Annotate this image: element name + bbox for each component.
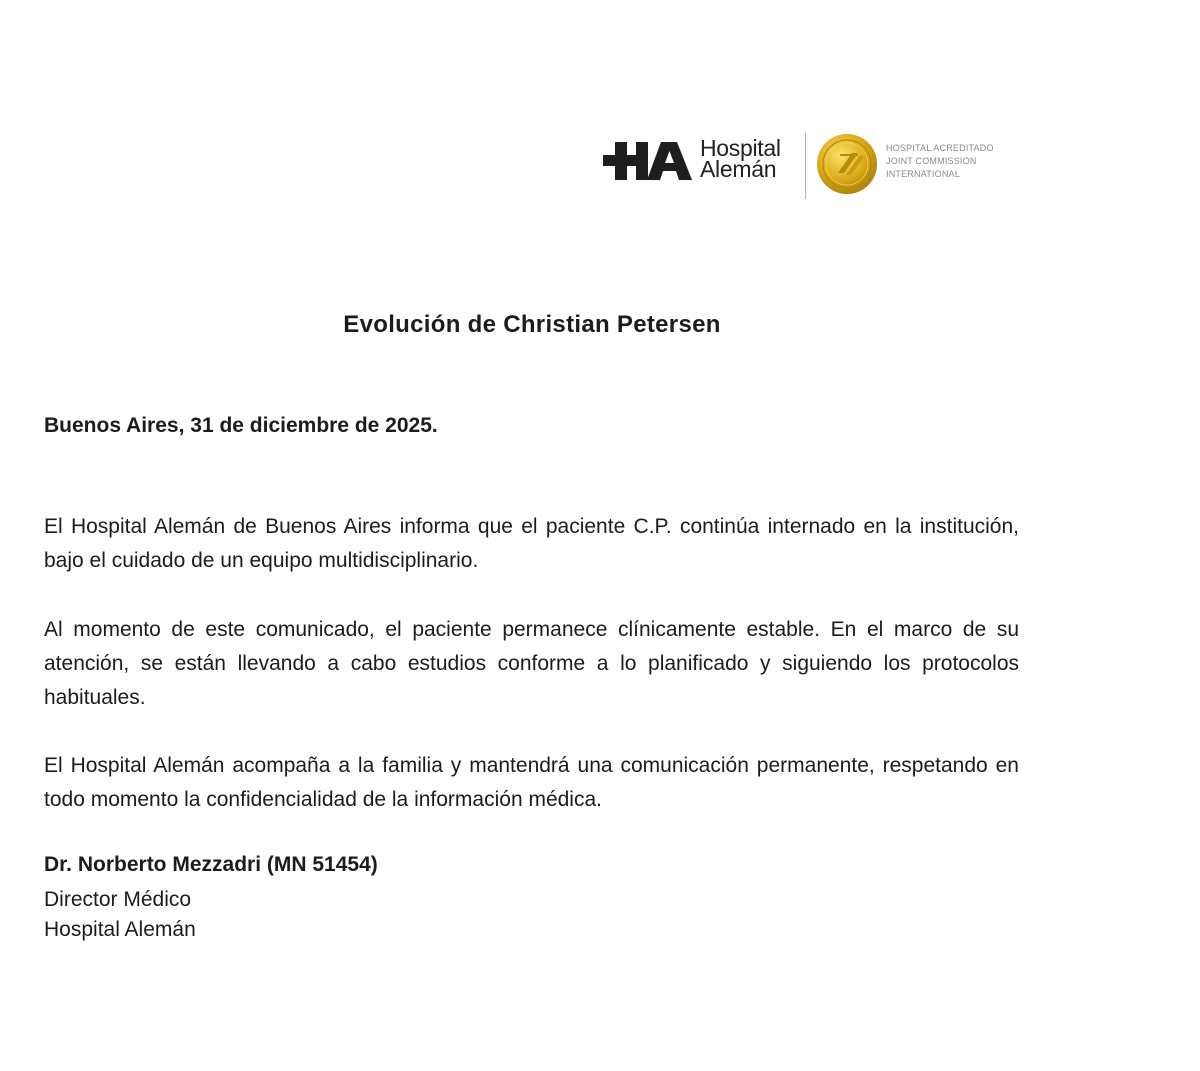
accreditation-line: JOINT COMMISSION [886, 156, 977, 166]
hospital-logo-header [603, 133, 1013, 201]
signature-name: Dr. Norberto Mezzadri (MN 51454) [44, 853, 378, 876]
accreditation-text [886, 142, 994, 181]
logo-divider [805, 133, 806, 199]
accreditation-line: INTERNATIONAL [886, 169, 960, 179]
ha-cross-logo-icon [603, 141, 698, 181]
date-line: Buenos Aires, 31 de diciembre de 2025. [44, 414, 438, 437]
accreditation-seal-icon [816, 133, 878, 195]
hospital-wordmark [700, 135, 781, 182]
document-title: Evolución de Christian Petersen [343, 311, 721, 338]
logo-name-line2: Alemán [700, 156, 777, 182]
paragraph-3: El Hospital Alemán acompaña a la familia y mantendrá una comunicación permanente, respetando en todo momento la confidencialidad de la información médica. [44, 754, 1019, 811]
paragraph-1: El Hospital Alemán de Buenos Aires informa que el paciente C.P. continúa internado en la institución, bajo el cuidado de un equipo multidisciplinario. [44, 515, 1019, 572]
signature-organization: Hospital Alemán [44, 918, 196, 941]
signature-role: Director Médico [44, 888, 192, 911]
logo-name-line1: Hospital [700, 135, 781, 161]
accreditation-line: HOSPITAL ACREDITADO [886, 143, 994, 153]
paragraph-2: Al momento de este comunicado, el paciente permanece clínicamente estable. En el marco de su atención, se están llevando a cabo estudios conforme a lo planificado y siguiendo los protocolos habituales. [44, 618, 1019, 709]
